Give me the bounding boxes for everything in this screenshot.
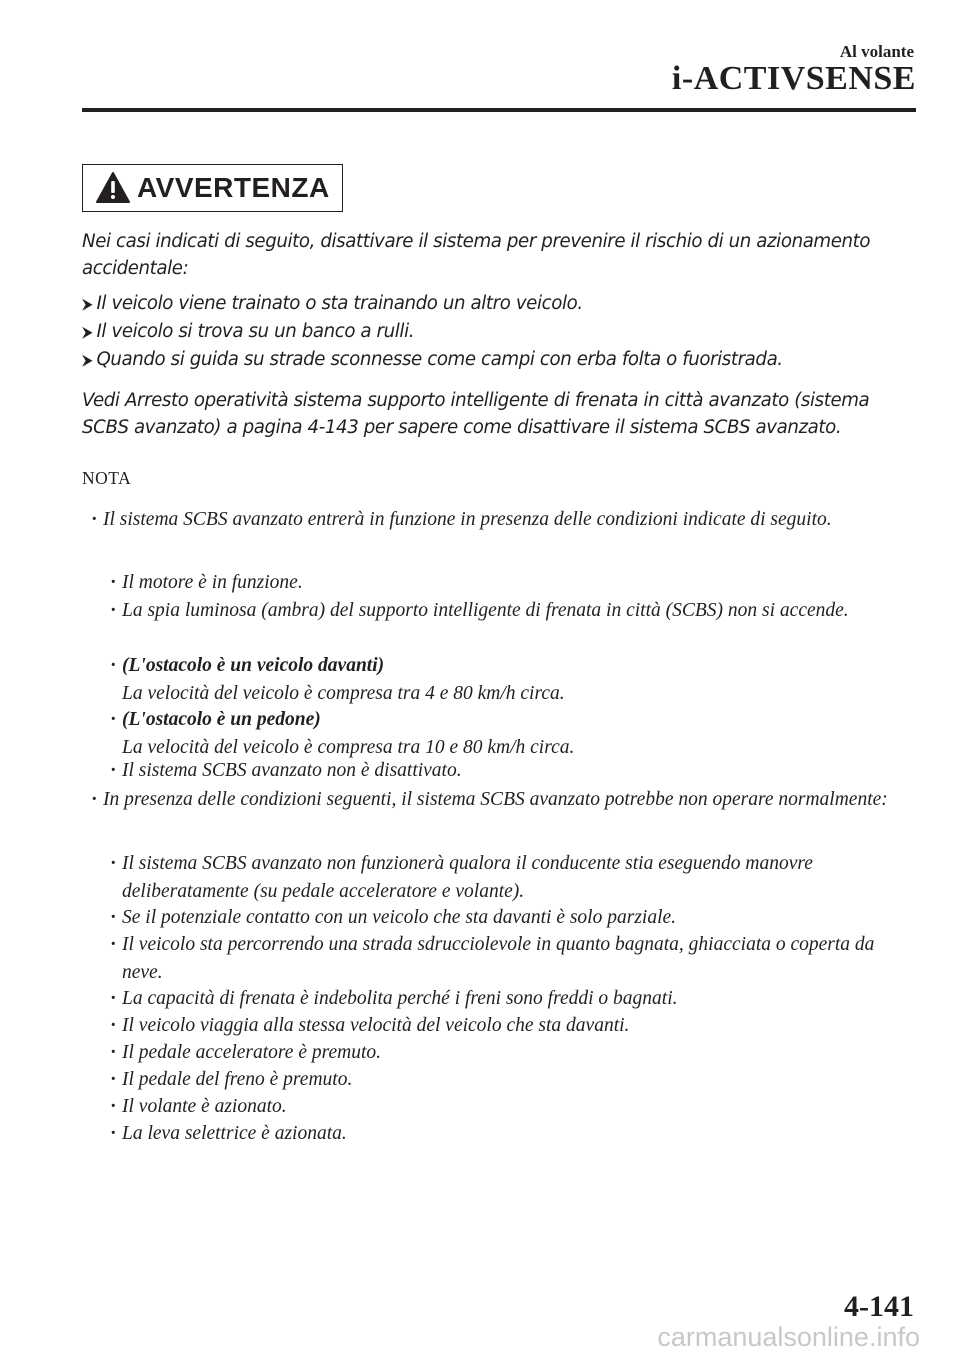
list-item: · Il sistema SCBS avanzato entrerà in funzione in presenza delle condizioni indicate di seguito. bbox=[103, 506, 903, 534]
bullet-icon: · bbox=[110, 988, 117, 1009]
list-item: · Il volante è azionato. bbox=[122, 1093, 904, 1121]
list-item: · Il sistema SCBS avanzato non funzionerà qualora il conducente stia eseguendo manovre deliberatamente (su pedale acceleratore e volante). bbox=[122, 850, 904, 906]
warning-title: AVVERTENZA bbox=[137, 172, 330, 203]
list-item: · (L'ostacolo è un pedone) La velocità del veicolo è compresa tra 10 e 80 km/h circa. bbox=[122, 706, 904, 762]
list-item: · (L'ostacolo è un veicolo davanti) La velocità del veicolo è compresa tra 4 e 80 km/h circa. bbox=[122, 652, 904, 708]
bullet-icon: · bbox=[110, 655, 117, 676]
list-item: · Il veicolo sta percorrendo una strada sdrucciolevole in quanto bagnata, ghiacciata o coperta da neve. bbox=[122, 931, 904, 987]
warning-triangle-icon bbox=[95, 171, 131, 205]
bullet-icon: · bbox=[110, 1096, 117, 1117]
bullet-icon: · bbox=[110, 1042, 117, 1063]
watermark: carmanualsonline.info bbox=[657, 1322, 920, 1352]
bullet-icon: · bbox=[91, 509, 98, 530]
bullet-icon: · bbox=[110, 600, 117, 621]
list-item: · La capacità di frenata è indebolita perché i freni sono freddi o bagnati. bbox=[122, 985, 904, 1013]
bullet-icon: · bbox=[110, 709, 117, 730]
warning-intro: Nei casi indicati di seguito, disattivare il sistema per prevenire il rischio di un azionamento accidentale: bbox=[82, 231, 871, 279]
arrow-icon: ⮞ bbox=[82, 323, 93, 341]
list-item: · Se il potenziale contatto con un veicolo che sta davanti è solo parziale. bbox=[122, 904, 904, 932]
bullet-icon: · bbox=[110, 853, 117, 874]
bullet-icon: · bbox=[110, 1123, 117, 1144]
page-title: i-ACTIVSENSE bbox=[671, 60, 916, 97]
arrow-icon: ⮞ bbox=[82, 295, 93, 313]
bullet-icon: · bbox=[110, 760, 117, 781]
condition-heading: (L'ostacolo è un veicolo davanti) bbox=[122, 655, 385, 676]
nota-label: NOTA bbox=[82, 468, 132, 488]
bullet-icon: · bbox=[110, 572, 117, 593]
list-item: · La spia luminosa (ambra) del supporto intelligente di frenata in città (SCBS) non si accende. bbox=[122, 597, 904, 625]
bullet-icon: · bbox=[110, 934, 117, 955]
arrow-icon: ⮞ bbox=[82, 351, 93, 369]
bullet-icon: · bbox=[110, 1069, 117, 1090]
page-number: 4-141 bbox=[844, 1290, 914, 1323]
warning-bullet: ⮞ Il veicolo viene trainato o sta trainando un altro veicolo. bbox=[82, 293, 583, 314]
bullet-icon: · bbox=[91, 789, 98, 810]
warning-bullet: ⮞ Il veicolo si trova su un banco a rulli. bbox=[82, 321, 415, 342]
list-item: · Il veicolo viaggia alla stessa velocità del veicolo che sta davanti. bbox=[122, 1012, 904, 1040]
list-item: · Il motore è in funzione. bbox=[122, 569, 904, 597]
warning-reference: Vedi Arresto operatività sistema supporto intelligente di frenata in città avanzato (sistema SCBS avanzato) a pagina 4-143 per sapere come disattivare il sistema SCBS avanzato. bbox=[82, 390, 870, 438]
header-rule bbox=[82, 108, 916, 112]
list-item: · In presenza delle condizioni seguenti, il sistema SCBS avanzato potrebbe non operare normalmente: bbox=[103, 786, 903, 814]
header-section: Al volante bbox=[839, 42, 914, 61]
condition-heading: (L'ostacolo è un pedone) bbox=[122, 709, 321, 730]
list-item: · La leva selettrice è azionata. bbox=[122, 1120, 904, 1148]
list-item: · Il pedale acceleratore è premuto. bbox=[122, 1039, 904, 1067]
bullet-icon: · bbox=[110, 907, 117, 928]
list-item: · Il pedale del freno è premuto. bbox=[122, 1066, 904, 1094]
bullet-icon: · bbox=[110, 1015, 117, 1036]
warning-box bbox=[82, 164, 343, 212]
warning-bullet: ⮞ Quando si guida su strade sconnesse come campi con erba folta o fuoristrada. bbox=[82, 349, 783, 370]
list-item: · Il sistema SCBS avanzato non è disattivato. bbox=[122, 757, 904, 785]
